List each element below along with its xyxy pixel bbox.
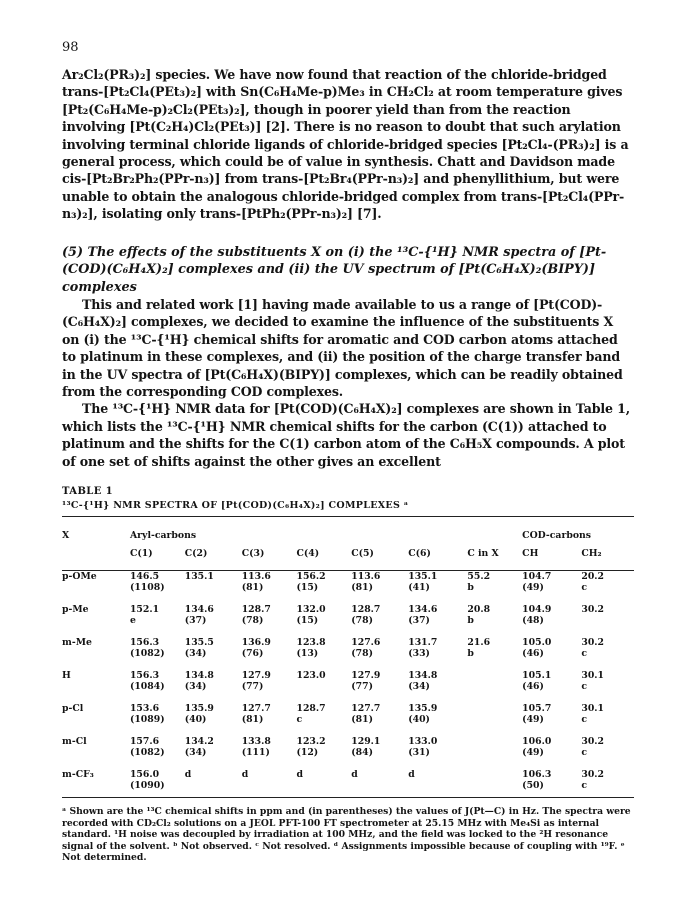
- coupling-cell: (78): [351, 615, 373, 626]
- shift-cell: 127.7: [351, 703, 381, 714]
- substituent-cell: m-Cl: [62, 736, 87, 747]
- coupling-cell: [467, 747, 522, 769]
- shift-cell: 135.9: [184, 703, 214, 714]
- shift-cell: 157.6: [129, 736, 160, 747]
- shift-cell: 136.9: [241, 637, 271, 648]
- coupling-cell: (34): [408, 681, 430, 692]
- coupling-cell: c: [581, 582, 588, 593]
- shift-cell: 123.0: [296, 670, 326, 681]
- coupling-cell: [242, 780, 297, 802]
- column-header: C(1): [130, 548, 185, 571]
- shift-cell: 131.7: [408, 637, 438, 648]
- shift-cell: 113.6: [351, 571, 381, 582]
- substituent-cell: p-Cl: [62, 703, 84, 714]
- shift-cell: 156.0: [129, 769, 160, 780]
- shift-cell: d: [351, 769, 358, 780]
- shift-cell: 127.9: [351, 670, 381, 681]
- shift-cell: 105.0: [522, 637, 552, 648]
- coupling-cell: (40): [408, 714, 430, 725]
- shift-cell: 133.0: [408, 736, 438, 747]
- paragraph-related-work: This and related work [1] having made available to us a range of [Pt(COD)-(C₆H₄X)₂] complexes, we decided to examine the influence of the substituents X on (i) the ¹³C-{¹H} chemical shifts for aromatic and COD carbon atoms attached to platinum in these complexes, and (ii) the position of the charge transfer band in the UV spectra of [Pt(C₆H₄X)(BIPY)] complexes, which can be readily obtained from the corresponding COD complexes.: [62, 297, 623, 400]
- table-caption: ¹³C-{¹H} NMR SPECTRA OF [Pt(COD)(C₆H₄X)₂] COMPLEXES ᵃ: [62, 500, 409, 511]
- shift-cell: [467, 670, 522, 681]
- coupling-cell: (49): [522, 747, 544, 758]
- shift-cell: 105.1: [522, 670, 552, 681]
- shift-cell: d: [184, 769, 192, 780]
- shift-cell: 135.9: [408, 703, 438, 714]
- coupling-cell: (1090): [129, 780, 165, 791]
- column-header: C in X: [467, 548, 522, 571]
- column-header: C(6): [408, 548, 467, 571]
- shift-cell: 123.2: [296, 736, 326, 747]
- shift-cell: 152.1: [129, 604, 160, 615]
- coupling-cell: c: [581, 648, 588, 659]
- shift-cell: 128.7: [351, 604, 381, 615]
- coupling-cell: (49): [522, 714, 544, 725]
- shift-cell: 106.3: [522, 769, 552, 780]
- coupling-cell: b: [467, 648, 474, 659]
- column-header-blank: [62, 548, 130, 571]
- coupling-cell: (111): [241, 747, 270, 758]
- coupling-cell: (1089): [129, 714, 165, 725]
- shift-cell: 153.6: [129, 703, 160, 714]
- shift-cell: 127.9: [241, 670, 271, 681]
- paragraph-nmr-data: The ¹³C-{¹H} NMR data for [Pt(COD)(C₆H₄X)₂] complexes are shown in Table 1, which lists the ¹³C-{¹H} NMR chemical shifts for the carbon (C(1)) attached to platinum and the shifts for the C(1) carbon atom of the C₆H₅X compounds. A plot of one set of shifts against the other gives an excellent: [62, 401, 630, 469]
- coupling-cell: (13): [296, 648, 319, 659]
- shift-cell: 135.5: [184, 637, 214, 648]
- shift-cell: 134.6: [184, 604, 214, 615]
- shift-cell: [467, 703, 522, 714]
- shift-cell: 30.1: [581, 703, 604, 714]
- column-header: C(3): [242, 548, 297, 571]
- shift-cell: 127.7: [241, 703, 271, 714]
- substituent-cell: m-CF₃: [62, 769, 94, 780]
- shift-cell: 104.7: [522, 571, 552, 582]
- table-row: [62, 571, 634, 583]
- table-row: [62, 670, 634, 681]
- shift-cell: 113.6: [241, 571, 271, 582]
- shift-cell: 20.2: [581, 571, 604, 582]
- shift-cell: 30.2: [581, 736, 604, 747]
- coupling-cell: c: [581, 714, 588, 725]
- coupling-cell: [467, 681, 522, 703]
- coupling-cell: (81): [241, 582, 264, 593]
- shift-cell: 146.5: [129, 571, 160, 582]
- column-header: C(4): [296, 548, 351, 571]
- coupling-cell: b: [467, 582, 474, 593]
- coupling-cell: c: [296, 714, 303, 725]
- table-row: [62, 703, 634, 714]
- coupling-cell: (77): [351, 681, 373, 692]
- coupling-cell: [467, 714, 522, 736]
- coupling-blank-cell: [62, 747, 130, 769]
- coupling-cell: e: [129, 615, 136, 626]
- shift-cell: 20.8: [467, 604, 491, 615]
- coupling-cell: b: [467, 615, 474, 626]
- coupling-cell: (1108): [129, 582, 165, 593]
- shift-cell: 156.3: [129, 670, 160, 681]
- substituent-cell: p-Me: [62, 604, 89, 615]
- substituent-cell: H: [62, 670, 71, 681]
- table-footnote: ᵃ Shown are the ¹³C chemical shifts in ppm and (in parentheses) the values of J(Pt—C) in Hz. The spectra were recorded with CD₂Cl₂ solutions on a JEOL PFT-100 FT spectrometer at 25.15 MHz with Me₄Si as internal standard. ¹H noise was decoupled by irradiation at 100 MHz, and the field was locked to the ²H resonance signal of the solvent. ᵇ Not observed. ᶜ Not resolved. ᵈ Assignments impossible because of coupling with ¹⁹F. ᵉ Not determined.: [62, 806, 631, 864]
- table-row: [62, 736, 634, 747]
- coupling-cell: (84): [351, 747, 373, 758]
- coupling-cell: (81): [351, 582, 373, 593]
- shift-cell: 133.8: [241, 736, 271, 747]
- coupling-cell: (12): [296, 747, 319, 758]
- coupling-cell: (76): [241, 648, 264, 659]
- shift-cell: 135.1: [408, 571, 438, 582]
- coupling-cell: c: [581, 747, 588, 758]
- table-row: [62, 637, 634, 648]
- shift-cell: 105.7: [522, 703, 552, 714]
- column-header: CH: [522, 548, 581, 571]
- coupling-cell: [467, 780, 522, 802]
- shift-cell: 30.2: [581, 637, 604, 648]
- coupling-cell: [351, 780, 408, 802]
- substituent-cell: p-OMe: [62, 571, 97, 582]
- coupling-cell: (78): [351, 648, 373, 659]
- coupling-row: [62, 714, 634, 736]
- shift-cell: 134.8: [408, 670, 438, 681]
- shift-cell: 104.9: [522, 604, 552, 615]
- coupling-cell: (81): [241, 714, 264, 725]
- shift-cell: 132.0: [296, 604, 326, 615]
- coupling-cell: [296, 681, 351, 703]
- coupling-cell: [185, 780, 242, 802]
- shift-cell: d: [241, 769, 249, 780]
- table-top-rule: [62, 516, 634, 517]
- shift-cell: 123.8: [296, 637, 326, 648]
- shift-cell: 134.2: [184, 736, 214, 747]
- coupling-cell: (50): [522, 780, 544, 791]
- nmr-table: [62, 530, 634, 802]
- coupling-cell: [408, 780, 467, 802]
- coupling-cell: [185, 582, 242, 604]
- coupling-cell: (15): [296, 615, 319, 626]
- shift-cell: 129.1: [351, 736, 381, 747]
- shift-cell: 135.1: [184, 571, 214, 582]
- coupling-row: [62, 747, 634, 769]
- shift-cell: [467, 736, 522, 747]
- coupling-cell: (1084): [129, 681, 165, 692]
- coupling-cell: (77): [241, 681, 264, 692]
- coupling-cell: (46): [522, 681, 544, 692]
- coupling-cell: (15): [296, 582, 319, 593]
- coupling-blank-cell: [62, 582, 130, 604]
- coupling-cell: c: [581, 780, 588, 791]
- shift-cell: [467, 769, 522, 780]
- coupling-row: [62, 648, 634, 670]
- shift-cell: 134.6: [408, 604, 438, 615]
- column-header: C(5): [351, 548, 408, 571]
- shift-cell: 30.2: [581, 604, 604, 615]
- coupling-cell: (34): [184, 648, 207, 659]
- coupling-cell: (34): [184, 681, 207, 692]
- shift-cell: 127.6: [351, 637, 381, 648]
- coupling-cell: (49): [522, 582, 544, 593]
- column-header-row: [62, 548, 634, 571]
- substituent-cell: m-Me: [62, 637, 92, 648]
- shift-cell: 128.7: [296, 703, 326, 714]
- coupling-row: [62, 780, 634, 802]
- shift-cell: d: [296, 769, 303, 780]
- shift-cell: 21.6: [467, 637, 491, 648]
- coupling-cell: (1082): [129, 648, 165, 659]
- column-header: CH₂: [581, 548, 634, 571]
- coupling-cell: (46): [522, 648, 544, 659]
- table-row: [62, 604, 634, 615]
- section-heading: (5) The effects of the substituents X on (i) the ¹³C-{¹H} NMR spectra of [Pt-(COD)(C₆H₄X)₂] complexes and (ii) the UV spectrum of [Pt(C₆H₄X)₂(BIPY)] complexes: [62, 245, 607, 295]
- coupling-cell: (1082): [129, 747, 165, 758]
- coupling-cell: (78): [241, 615, 264, 626]
- table-label: TABLE 1: [62, 486, 113, 497]
- paragraph-block: [62, 296, 634, 470]
- shift-cell: 30.1: [581, 670, 604, 681]
- coupling-row: [62, 681, 634, 703]
- shift-cell: 156.2: [296, 571, 326, 582]
- shift-cell: 55.2: [467, 571, 491, 582]
- shift-cell: 106.0: [522, 736, 552, 747]
- column-header: C(2): [185, 548, 242, 571]
- coupling-cell: (81): [351, 714, 373, 725]
- coupling-cell: (48): [522, 615, 544, 626]
- shift-cell: 30.2: [581, 769, 604, 780]
- shift-cell: 134.8: [184, 670, 214, 681]
- coupling-cell: (34): [184, 747, 207, 758]
- coupling-cell: [296, 780, 351, 802]
- shift-cell: 156.3: [129, 637, 160, 648]
- coupling-blank-cell: [62, 714, 130, 736]
- group-x-label: X: [62, 530, 70, 541]
- coupling-cell: (37): [184, 615, 207, 626]
- shift-cell: 128.7: [241, 604, 271, 615]
- coupling-cell: c: [581, 681, 588, 692]
- coupling-cell: (40): [184, 714, 207, 725]
- coupling-cell: (41): [408, 582, 430, 593]
- group-cod-label: COD-carbons: [522, 530, 592, 541]
- page-number: 98: [62, 40, 79, 55]
- coupling-row: [62, 615, 634, 637]
- table-row: [62, 769, 634, 780]
- coupling-cell: (31): [408, 747, 430, 758]
- coupling-blank-cell: [62, 648, 130, 670]
- coupling-row: [62, 582, 634, 604]
- shift-cell: d: [408, 769, 415, 780]
- coupling-blank-cell: [62, 615, 130, 637]
- coupling-cell: (33): [408, 648, 430, 659]
- coupling-cell: (37): [408, 615, 430, 626]
- group-header-row: [62, 530, 634, 548]
- group-aryl-label: Aryl-carbons: [129, 530, 197, 541]
- coupling-blank-cell: [62, 780, 130, 802]
- paragraph-arylation: Ar₂Cl₂(PR₃)₂] species. We have now found that reaction of the chloride-bridged trans-[Pt₂Cl₄(PEt₃)₂] with Sn(C₆H₄Me-p)Me₃ in CH₂Cl₂ at room temperature gives [Pt₂(C₆H₄Me-p)₂Cl₂(PEt₃)₂], though in poorer yield than from the reaction involving [Pt(C₂H₄)Cl₂(PEt₃)] [2]. There is no reason to doubt that such arylation involving terminal chloride ligands of chloride-bridged species [Pt₂Cl₄-(PR₃)₂] is a general process, which could be of value in synthesis. Chatt and Davidson made cis-[Pt₂Br₂Ph₂(PPr-n₃)] from trans-[Pt₂Br₄(PPr-n₃)₂] and phenyllithium, but were unable to obtain the analogous chloride-bridged complex from trans-[Pt₂Cl₄(PPr-n₃)₂], isolating only trans-[PtPh₂(PPr-n₃)₂] [7].: [62, 67, 629, 222]
- coupling-blank-cell: [62, 681, 130, 703]
- coupling-cell: [581, 615, 634, 637]
